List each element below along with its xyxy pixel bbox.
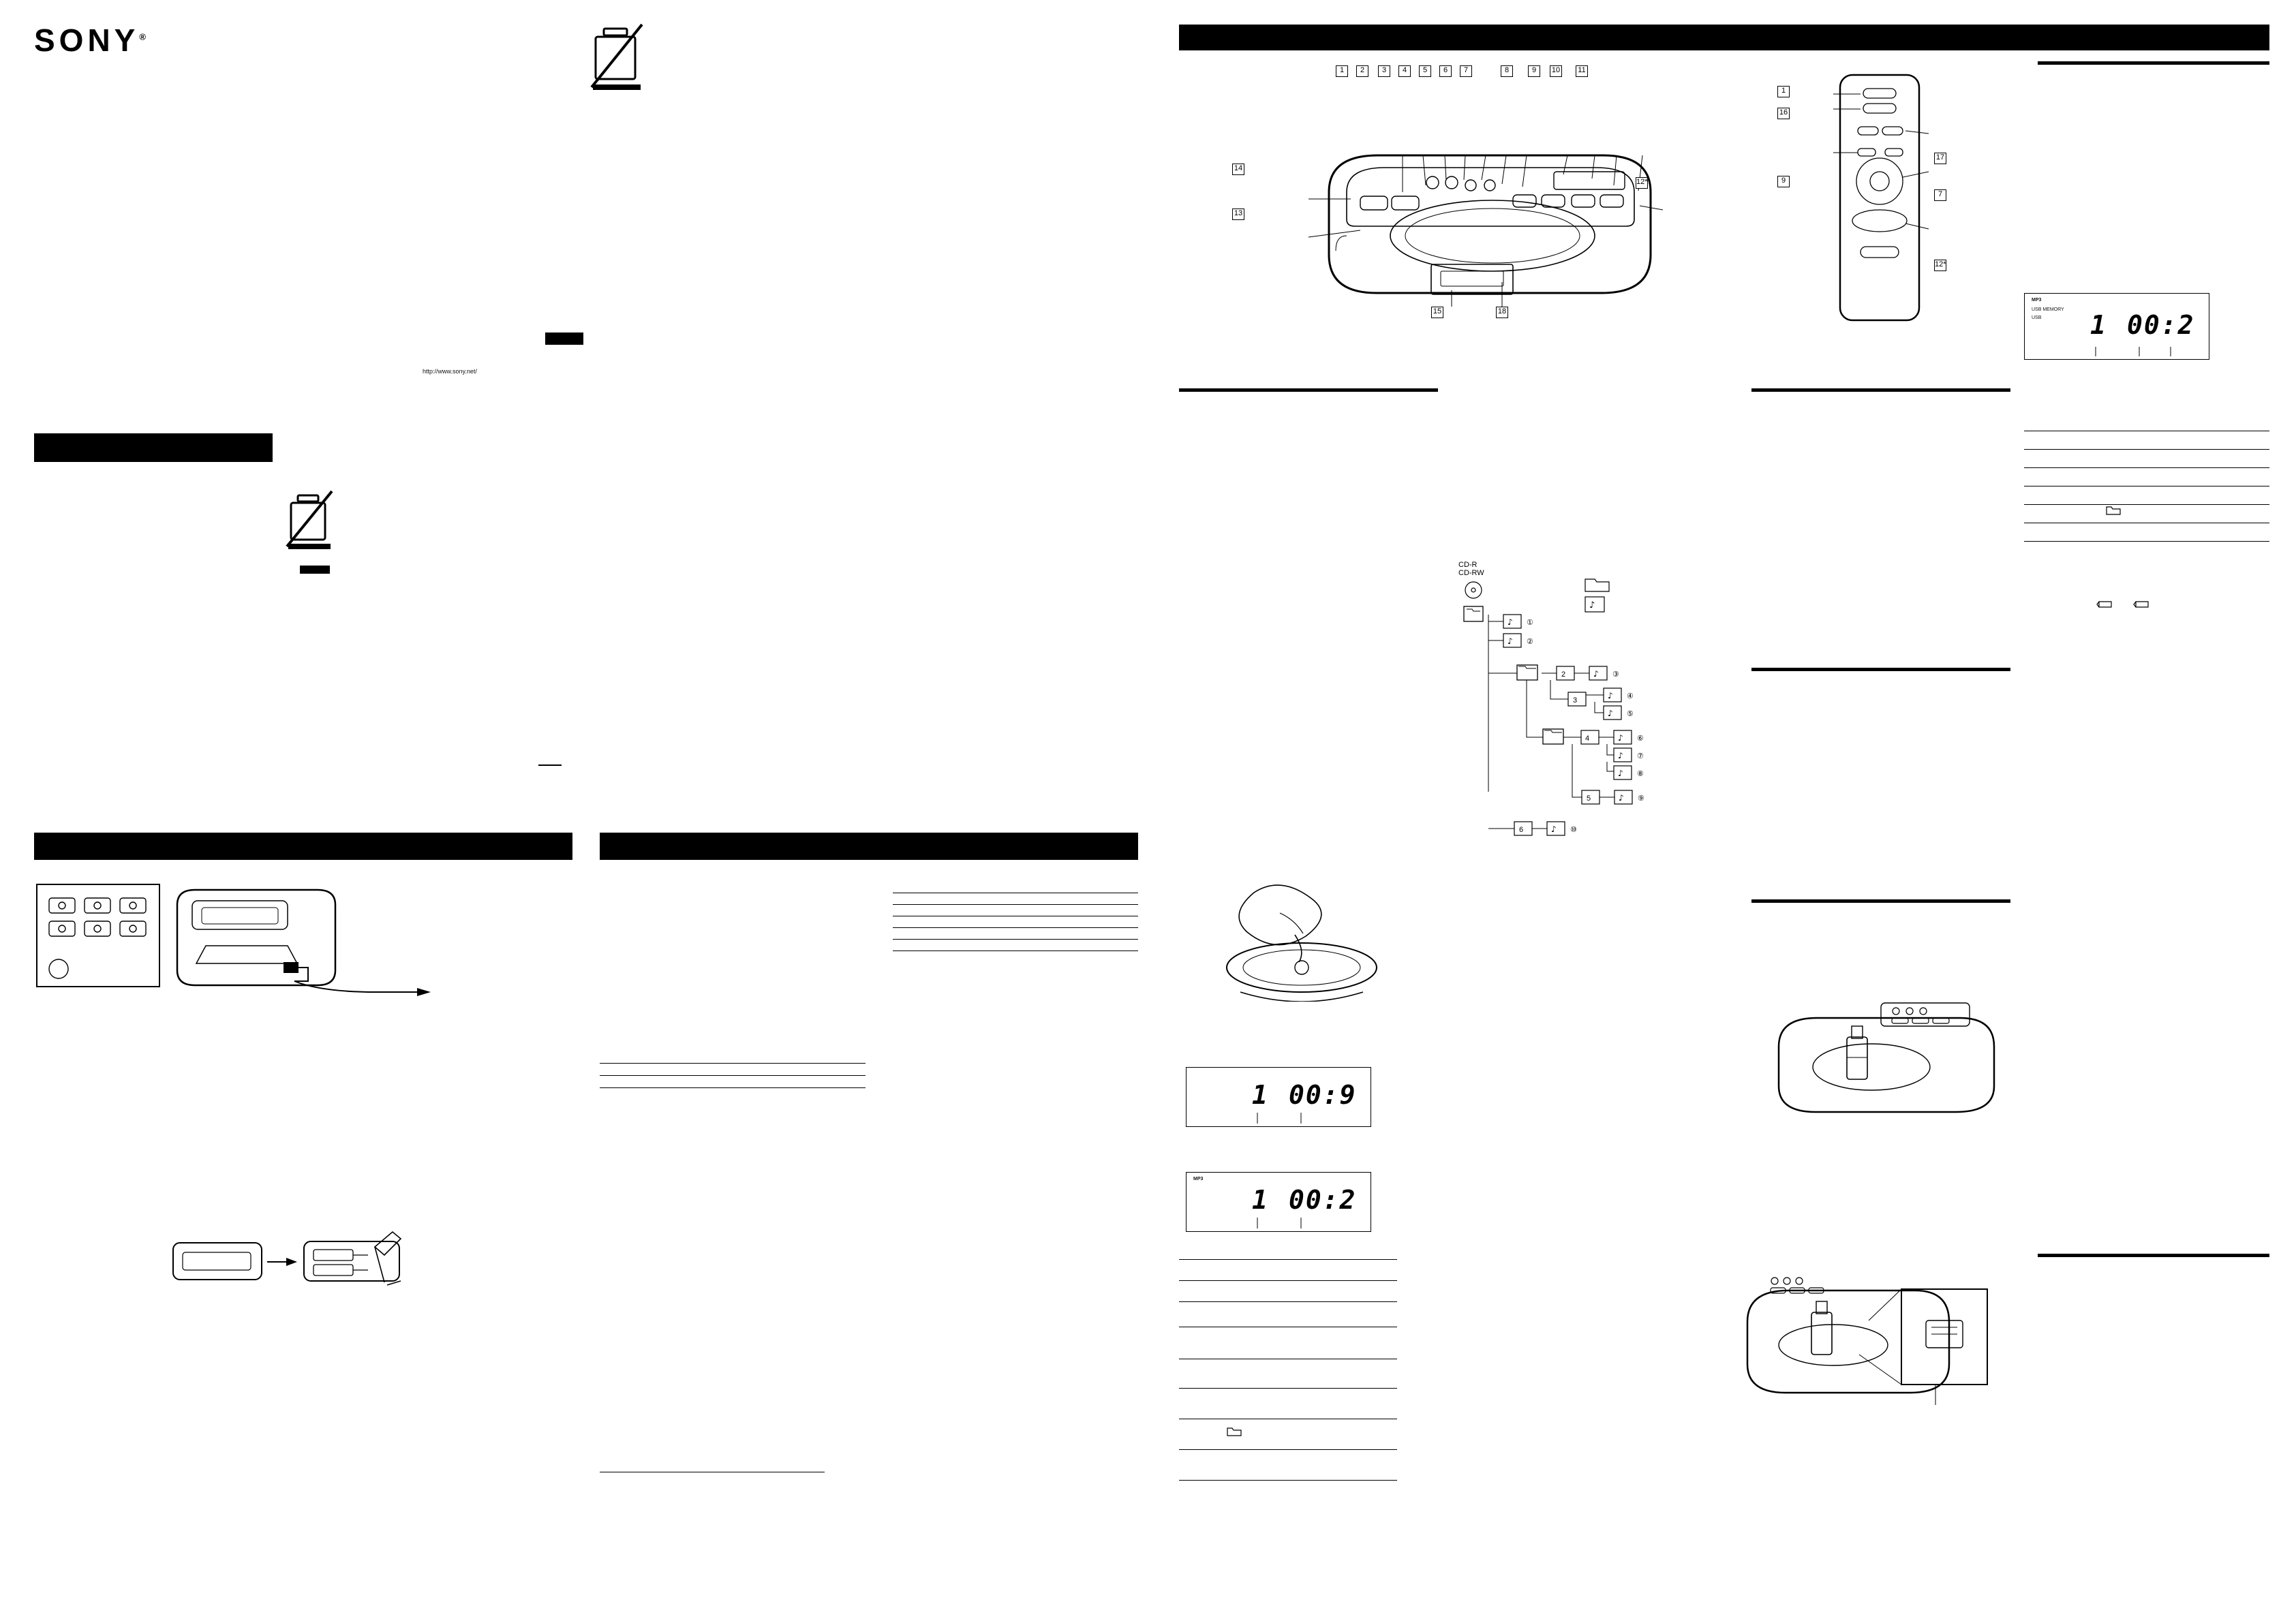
svg-text:CD-R: CD-R (1458, 561, 1478, 569)
figure-remote-battery (170, 1226, 429, 1315)
svg-text:♪: ♪ (1619, 793, 1624, 803)
spec-table-second (600, 1063, 866, 1088)
manual-page: SONY® http://www.sony.net/ 1 2 3 4 5 6 7 8 9 10 11 14 13 12* 15 18 1 16 9 17 7 12* MP3 USB MEMORY USB 1 00:2 CD-R CD-RW ♪ ♪ ① ♪ ② 2 ♪ ③ 3 ♪ ④ ♪ ⑤ 4 ♪ ⑥ ♪ ⑦ ♪ ⑧ 5 ♪ ⑨ 6 ♪ ⑩ 1 00:9 MP3 1 00:2 (0, 0, 2296, 1623)
unit-callout-15: 15 (1431, 307, 1443, 318)
svg-text:CD-RW: CD-RW (1458, 569, 1484, 577)
svg-text:♪: ♪ (1608, 709, 1613, 718)
sony-url: http://www.sony.net/ (423, 368, 477, 375)
remote-callout-17: 17 (1934, 153, 1946, 164)
svg-text:3: 3 (1573, 696, 1578, 705)
sony-logo: SONY® (34, 22, 146, 58)
figure-remote-control (1792, 68, 1970, 341)
svg-text:♪: ♪ (1507, 636, 1513, 646)
remote-callout-1: 1 (1777, 86, 1790, 97)
spec-table-top (893, 893, 1138, 951)
model-black-box (545, 333, 583, 345)
svg-text:⑨: ⑨ (1638, 794, 1644, 803)
figure-cd-loading (1213, 872, 1390, 1002)
repeat-icon-b (2133, 600, 2151, 609)
rule-playing-tape (1751, 899, 2010, 903)
svg-text:♪: ♪ (1608, 691, 1613, 700)
underline-mark (538, 764, 562, 766)
figure-usb-connect-2 (1731, 1247, 2004, 1417)
weee-icon-second (283, 489, 337, 552)
svg-text:⑥: ⑥ (1637, 735, 1644, 743)
remote-callout-9: 9 (1777, 176, 1790, 187)
section-header-location-of-controls (1179, 25, 2269, 50)
svg-text:④: ④ (1627, 692, 1634, 700)
display-figure-a: 1 00:9 (1186, 1067, 1371, 1127)
middle-lower-table (1179, 1259, 1397, 1481)
svg-text:⑤: ⑤ (1627, 710, 1634, 718)
remote-callout-12: 12* (1934, 258, 1946, 271)
svg-text:⑦: ⑦ (1637, 752, 1644, 760)
rule-listening-radio (1751, 668, 2010, 671)
rule-getting-started (1179, 388, 1438, 392)
svg-text:③: ③ (1612, 670, 1619, 679)
section-header-precautions (600, 833, 1138, 860)
warning-body-text (34, 477, 259, 487)
svg-text:♪: ♪ (1507, 617, 1513, 627)
weee-bar (300, 566, 330, 574)
svg-text:5: 5 (1587, 794, 1591, 803)
svg-text:4: 4 (1585, 735, 1590, 743)
figure-mp3-tree (1458, 559, 1683, 906)
svg-text:♪: ♪ (1618, 733, 1623, 743)
repeat-icon-a (2096, 600, 2114, 609)
remote-callout-16: 16 (1777, 108, 1790, 119)
svg-text:♪: ♪ (1618, 751, 1623, 760)
svg-text:♪: ♪ (1618, 769, 1623, 778)
figure-ac-connection (34, 880, 484, 1017)
section-header-power-sources (34, 833, 572, 860)
svg-text:♪: ♪ (1593, 669, 1599, 679)
right-table-1 (2024, 431, 2269, 542)
figure-main-unit (1227, 65, 1717, 324)
svg-text:♪: ♪ (1589, 600, 1595, 610)
rule-playing-cd (1751, 388, 2010, 392)
svg-text:6: 6 (1519, 826, 1524, 834)
unit-callout-12: 12* (1636, 177, 1648, 189)
weee-icon-top (586, 22, 647, 93)
svg-text:①: ① (1527, 619, 1533, 627)
svg-text:⑩: ⑩ (1570, 826, 1577, 834)
warning-header (34, 433, 273, 462)
unit-callout-14: 14 (1232, 164, 1244, 175)
svg-text:2: 2 (1561, 670, 1566, 679)
rule-right-top (2038, 61, 2269, 65)
svg-text:♪: ♪ (1551, 824, 1557, 834)
svg-text:②: ② (1527, 638, 1533, 646)
folder-icon-right (2106, 504, 2121, 515)
unit-callout-18: 18 (1496, 307, 1508, 318)
unit-callout-13: 13 (1232, 208, 1244, 220)
display-figure-c: MP3 USB MEMORY USB 1 00:2 (2024, 293, 2209, 360)
folder-icon-middle (1227, 1425, 1242, 1436)
remote-callout-7: 7 (1934, 189, 1946, 201)
figure-usb-connect-1 (1751, 981, 1997, 1131)
display-figure-b: MP3 1 00:2 (1186, 1172, 1371, 1232)
rule-usb (2038, 1254, 2269, 1257)
svg-text:⑧: ⑧ (1637, 770, 1644, 778)
